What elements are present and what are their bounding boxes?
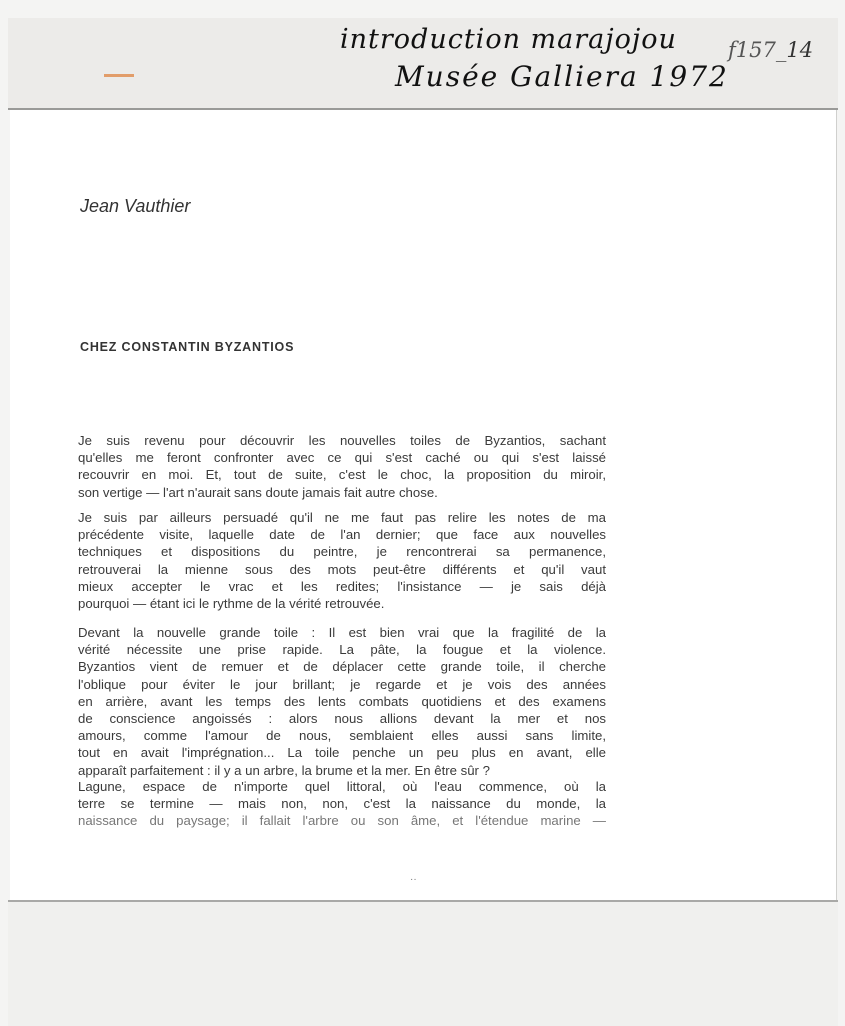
- handwritten-note-line1: introduction marajojou: [340, 24, 677, 55]
- text-line: précédente visite, laquelle date de l'an dernier; que face aux nouvelles: [78, 527, 606, 543]
- handwritten-note-line2: Musée Galliera 1972: [395, 60, 729, 93]
- reference-number: 14: [786, 38, 814, 62]
- paragraph: [78, 509, 606, 612]
- text-line: en arrière, avant les temps des lents combats quotidiens et des examens: [78, 693, 606, 709]
- paragraph: [78, 778, 606, 830]
- page-mark: ··: [410, 874, 417, 885]
- pencil-mark: [104, 74, 134, 77]
- text-line: l'oblique pour éviter le jour brillant; je regarde et je vois des années: [78, 676, 606, 692]
- text-line: recouvrir en moi. Et, tout de suite, c'est le choc, la proposition du miroir,: [78, 467, 606, 483]
- text-line: Devant la nouvelle grande toile : Il est bien vrai que la fragilité de la: [78, 625, 606, 640]
- text-line: Je suis par ailleurs persuadé qu'il ne me faut pas relire les notes de ma: [78, 510, 606, 525]
- text-line: Je suis revenu pour découvrir les nouvelles toiles de Byzantios, sachant: [78, 433, 606, 448]
- text-line: techniques et dispositions du peintre, je rencontrerai sa permanence,: [78, 544, 606, 560]
- text-line: mieux accepter le vrac et les redites; l'insistance — je sais déjà: [78, 578, 606, 594]
- text-line: Byzantios vient de remuer et de déplacer cette grande toile, il cherche: [78, 659, 606, 675]
- reference-prefix: f157_: [728, 38, 787, 62]
- text-line: pourquoi — étant ici le rythme de la vérité retrouvée.: [78, 595, 385, 611]
- text-line: tout en avait l'imprégnation... La toile penche un peu plus en avant, elle: [78, 745, 606, 761]
- author-name: Jean Vauthier: [80, 196, 191, 216]
- text-line: qu'elles me feront confronter avec ce qui s'est caché ou qui s'est laissé: [78, 450, 606, 466]
- archive-reference: [728, 38, 813, 62]
- scan-lower-strip: [8, 900, 838, 1026]
- text-line: de conscience angoissés : alors nous allions devant la mer et nos: [78, 710, 606, 726]
- text-line: Lagune, espace de n'importe quel littoral, où l'eau commence, où la: [78, 779, 606, 794]
- article-title: CHEZ CONSTANTIN BYZANTIOS: [80, 340, 295, 354]
- text-line: vérité nécessite une prise rapide. La pâte, la fougue et la violence.: [78, 642, 606, 658]
- text-line: terre se termine — mais non, non, c'est la naissance du monde, la: [78, 796, 606, 812]
- text-line: naissance du paysage; il fallait l'arbre ou son âme, et l'étendue marine —: [78, 813, 606, 829]
- text-line: retrouverai la mienne sous des mots peut-être différents et qu'il vaut: [78, 561, 606, 577]
- text-line: apparaît parfaitement : il y a un arbre, la brume et la mer. En être sûr ?: [78, 762, 490, 778]
- paragraph: [78, 432, 606, 501]
- text-line: amours, comme l'amour de nous, semblaient elles aussi sans limite,: [78, 728, 606, 744]
- text-line: son vertige — l'art n'aurait sans doute jamais fait autre chose.: [78, 484, 438, 500]
- paragraph: [78, 624, 606, 779]
